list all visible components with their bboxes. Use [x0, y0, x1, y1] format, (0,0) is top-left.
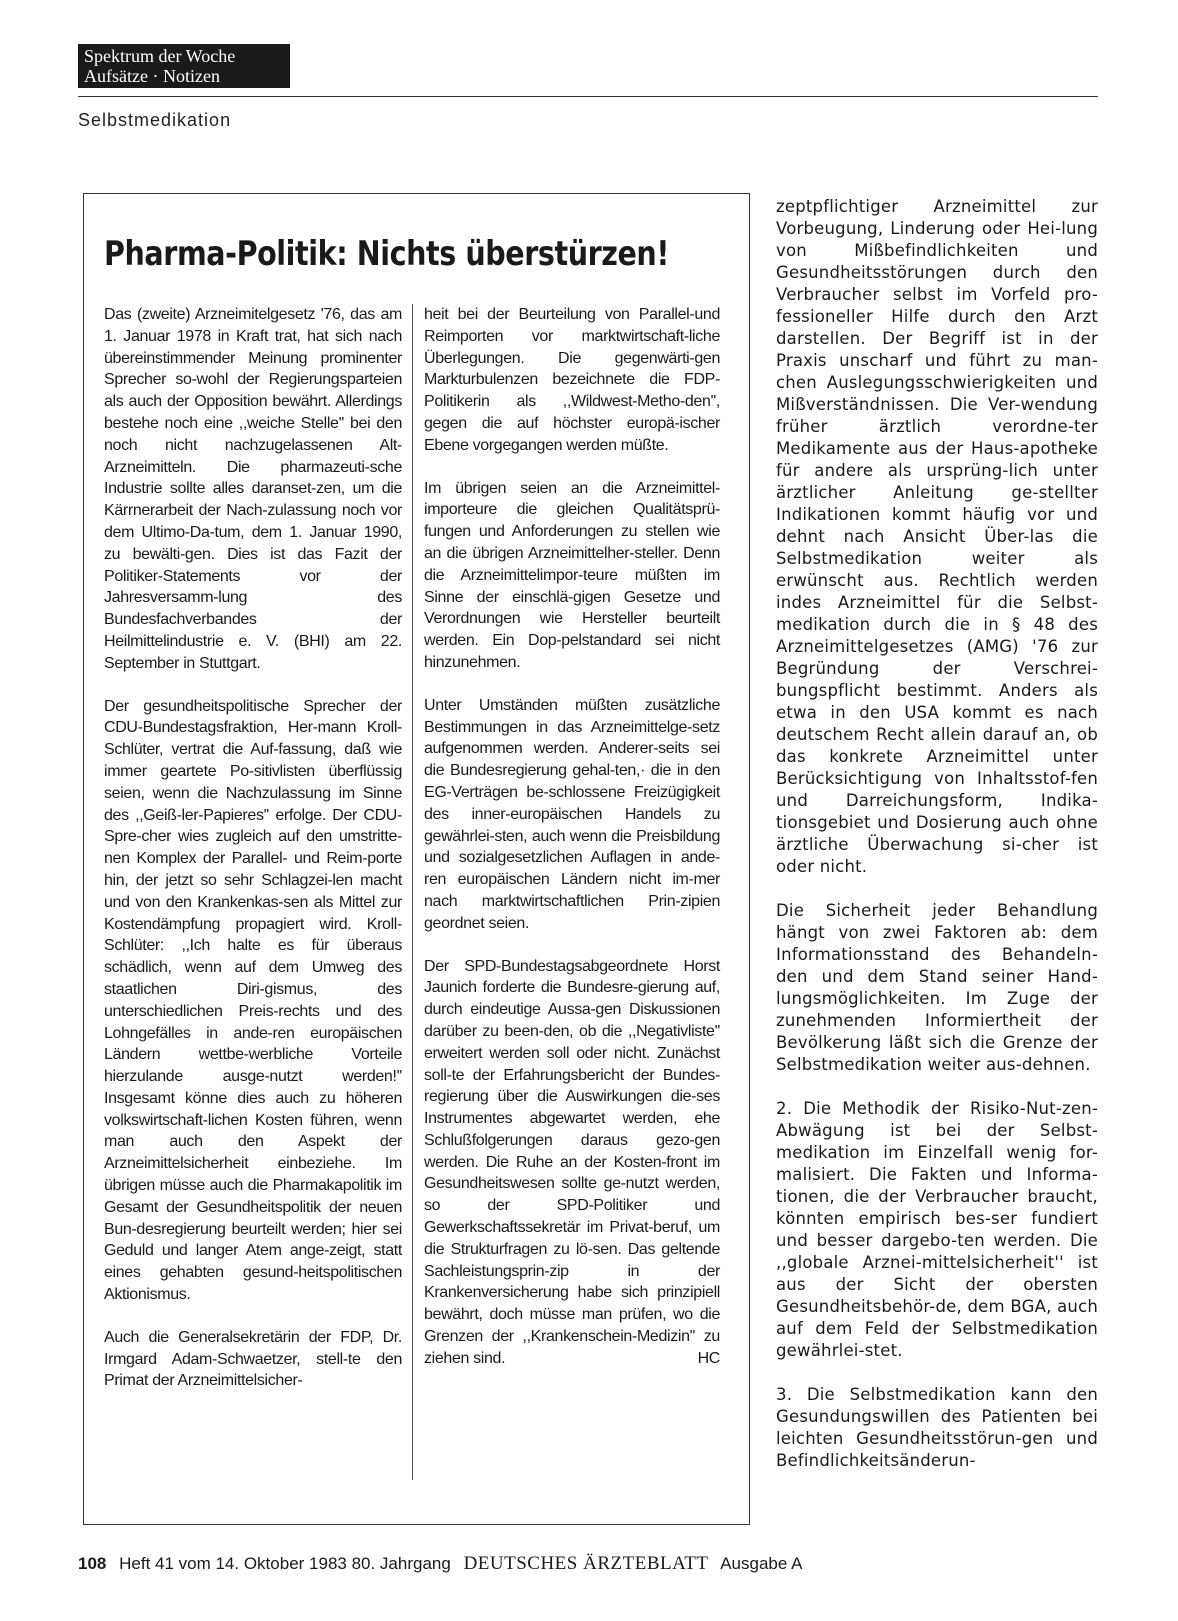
side-column — [776, 196, 1098, 1494]
paragraph: Das (zweite) Arzneimitelgesetz '76, das am 1. Januar 1978 in Kraft trat, hat sich nach übereinstimmender Meinung prominenter Sprecher so-wohl der Regierungsparteien als auch der Opposition bewährt. Allerdings bestehe noch eine ,,weiche Stelle'' bei den noch nicht nachzugelassenen Alt-Arzneimitteln. Die pharmazeuti-sche Industrie sollte alles daranset-zen, um die Kärrnerarbeit der Nach-zulassung noch vor dem Ultimo-Da-tum, dem 1. Januar 1990, zu bewälti-gen. Dies ist das Fazit der Politiker-Statements vor der Jahresversamm-lung des Bundesfachverbandes der Heilmittelindustrie e. V. (BHI) am 22. September in Stuttgart. — [104, 306, 402, 672]
page-footer — [78, 1553, 802, 1579]
paragraph: Im übrigen seien an die Arzneimittel-importeure die gleichen Qualitätsprü-fungen und Anforderungen zu stellen wie an die übrigen Arzneimittelher-steller. Denn die Arzneimittelimpor-teure müßten im Sinne der einschlä-gigen Gesetze und Verordnungen wie Hersteller beurteilt werden. Ein Dop-pelstandard sei nicht hinzunehmen. — [424, 479, 720, 671]
page-number: 108 — [78, 1554, 107, 1573]
issue-info: Heft 41 vom 14. Oktober 1983 80. Jahrgang — [119, 1554, 451, 1573]
paragraph: Der gesundheitspolitische Sprecher der CDU-Bundestagsfraktion, Her-mann Kroll-Schlüter, vertrat die Auf-fassung, daß wie immer geartete Po-sitivlisten überflüssig seien, wenn die Nachzulassung im Sinne des ,,Geiß-ler-Papieres'' erfolge. Der CDU-Spre-cher wies zugleich auf den umstritte-nen Komplex der Parallel- und Reim-porte hin, der jetzt so sehr Schlagzei-len macht und von den Krankenkas-sen als Mittel zur Kostendämpfung propagiert wird. Kroll-Schlüter: ,,Ich halte es für überaus schädlich, wenn auf dem Umweg des staatlichen Diri-gismus, des unterschiedlichen Preis-rechts und des Lohngefälles in ande-ren europäischen Ländern wettbe-werbliche Vorteile hierzulande ausge-nutzt werden!'' Insgesamt könne dies auch zu höheren volkswirtschaft-lichen Kosten führen, wenn man auch den Aspekt der Arzneimittelsicherheit einbeziehe. Im übrigen müsse auch die Pharmakapolitik im Gesamt der Gesundheitspolitik der neuen Bun-desregierung beurteilt werden; hier sei Geduld und langer Atem ange-zeigt, statt eines gehabten gesund-heitspolitischen Aktionismus. — [104, 697, 402, 1304]
section-label: Spektrum der Woche — [84, 46, 236, 66]
article-column-2 — [424, 304, 720, 1391]
journal-name: DEUTSCHES ÄRZTEBLATT — [463, 1553, 709, 1574]
paragraph: 2. Die Methodik der Risiko-Nut-zen-Abwägung ist bei der Selbst-medikation im Einzelfall wenig for-malisiert. Die Fakten und Informa-tionen, die der Verbraucher braucht, könnten empirisch bes-ser fundiert und besser dargebo-ten werden. Die ,,globale Arznei-mittelsicherheit'' ist aus der Sicht der obersten Gesundheitsbehör-de, dem BGA, auch auf dem Feld der Selbstmedikation gewährlei-stet. — [776, 1099, 1098, 1360]
section-badge — [78, 44, 290, 88]
paragraph: 3. Die Selbstmedikation kann den Gesundungswillen des Patienten bei leichten Gesundheitsstörun-gen und Befindlichkeitsänderun- — [776, 1385, 1098, 1470]
article-column-1 — [104, 304, 402, 1413]
paragraph: Auch die Generalsekretärin der FDP, Dr. Irmgard Adam-Schwaetzer, stell-te den Primat der Arzneimittelsicher- — [104, 1328, 402, 1390]
edition-label: Ausgabe A — [720, 1554, 803, 1573]
paragraph: zeptpflichtiger Arzneimittel zur Vorbeugung, Linderung oder Hei-lung von Mißbefindlichkeiten und Gesundheitsstörungen durch den Verbraucher selbst im Vorfeld pro-fessioneller Hilfe durch den Arzt darstellen. Der Begriff ist in der Praxis unscharf und führt zu man-chen Auslegungsschwierigkeiten und Mißverständnissen. Die Ver-wendung früher ärztlich verordne-ter Medikamente aus der Haus-apotheke für andere als ursprüng-lich unter ärztlicher Anleitung ge-stellter Indikationen kommt häufig vor und dehnt nach Ansicht Über-las die Selbstmedikation weiter als erwünscht aus. Rechtlich werden indes Arzneimittel für die Selbst-medikation durch die in § 48 des Arzneimittelgesetzes (AMG) '76 zur Begründung der Verschrei-bungspflicht bestimmt. Anders als etwa in den USA kommt es nach deutschem Recht allein darauf an, ob das konkrete Arzneimittel unter Berücksichtigung von Inhaltsstof-fen und Darreichungsform, Indika-tionsgebiet und Dosierung auch ohne ärztliche Überwachung si-cher ist oder nicht. — [776, 197, 1098, 876]
article-headline: Pharma-Politik: Nichts überstürzen! — [104, 234, 669, 274]
rubric-label: Selbstmedikation — [78, 110, 232, 130]
paragraph — [424, 956, 720, 1370]
author-signature: HC — [697, 1349, 720, 1367]
paragraph: heit bei der Beurteilung von Parallel-und Reimporten vor marktwirtschaft-liche Überlegungen. Die gegenwärti-gen Markturbulenzen bezeichnete die FDP-Politikerin als ,,Wildwest-Metho-den'', gegen die auf höchster europä-ischer Ebene vorgegangen werden müßte. — [424, 306, 720, 454]
paragraph-text: Der SPD-Bundestagsabgeordnete Horst Jaunich forderte die Bundesre-gierung auf, durch eindeutige Aussa-gen Diskussionen darüber zu been-den, ob die ,,Negativliste'' erweitert werden soll oder nicht. Zunächst soll-te der Erfahrungsbericht der Bundes-regierung über die Auswirkungen die-ses Instrumentes abgewartet werden, ehe Schlußfolgerungen daraus gezo-gen werden. Die Ruhe an der Kosten-front im Gesundheitswesen sollte ge-nutzt werden, so der SPD-Politiker und Gewerkschaftssekretär im Privat-beruf, um die Strukturfragen zu lö-sen. Das geltende Sachleistungsprin-zip in der Krankenversicherung habe sich prinzipiell bewährt, doch müsse man prüfen, wo die Grenzen der ,,Krankenschein-Medizin'' zu ziehen sind. — [424, 957, 720, 1367]
section-sublabel: Aufsätze · Notizen — [84, 66, 220, 86]
paragraph: Unter Umständen müßten zusätzliche Bestimmungen in das Arzneimittelge-setz aufgenommen werden. Anderer-seits sei die Bundesregierung gehal-ten,· die in den EG-Verträgen be-schlossene Freizügigkeit des inner-europäischen Handels zu gewährlei-sten, auch wenn die Preisbildung und sozialgesetzlichen Auflagen in ande-ren europäischen Ländern nicht im-mer nach marktwirtschaftlichen Prin-zipien geordnet seien. — [424, 696, 720, 932]
paragraph: Die Sicherheit jeder Behandlung hängt von zwei Faktoren ab: dem Informationsstand des Behandeln-den und dem Stand seiner Hand-lungsmöglichkeiten. Im Zuge der zunehmenden Informiertheit der Bevölkerung läßt sich die Grenze der Selbstmedikation weiter aus-dehnen. — [776, 901, 1098, 1074]
top-rule — [78, 96, 1098, 97]
column-divider — [412, 304, 413, 1480]
